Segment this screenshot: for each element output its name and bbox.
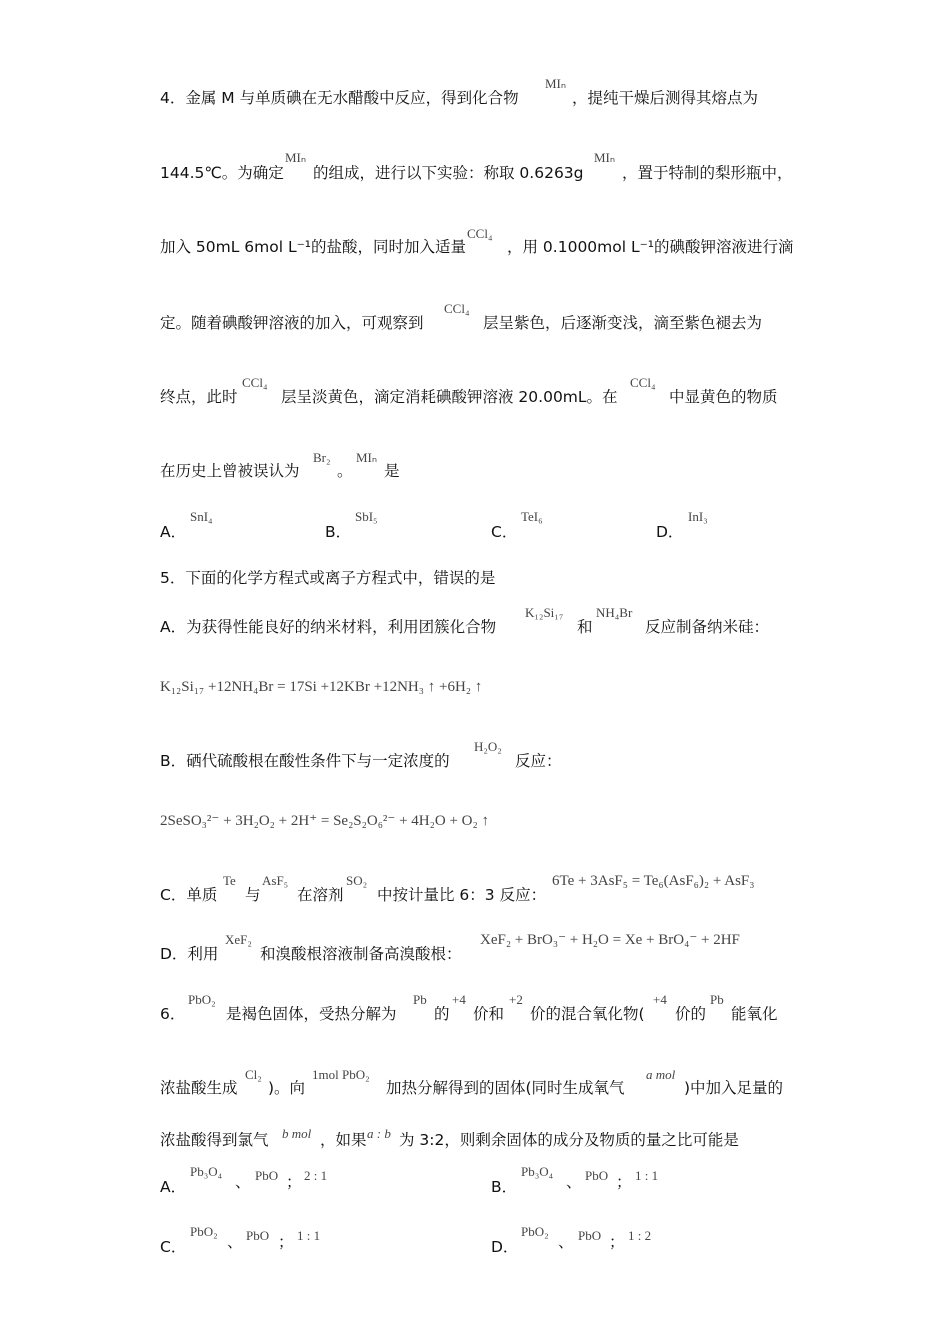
- q5-a-text: A．为获得性能良好的纳米材料，利用团簇化合物: [160, 618, 497, 636]
- q6-line3-text: 为 3:2，则剩余固体的成分及物质的量之比可能是: [399, 1131, 739, 1149]
- option-separator: ；: [286, 1173, 302, 1191]
- formula-mi: MIₙ: [545, 76, 567, 91]
- q4-line3-text: 加入 50mL 6mol L⁻¹的盐酸，同时加入适量: [160, 238, 467, 256]
- q5-c-equation: 6Te + 3AsF₅ = Te₆(AsF₆)₂ + AsF₃: [552, 873, 755, 889]
- option-letter: B．: [491, 1178, 518, 1196]
- q6-line3-text: 浓盐酸得到氯气: [160, 1131, 269, 1149]
- q4-line4-text: 定。随着碘酸钾溶液的加入，可观察到: [160, 314, 424, 332]
- option-formula: SnI₄: [190, 509, 213, 524]
- option-separator: 、: [227, 1233, 243, 1251]
- formula-pbo2: PbO₂: [188, 992, 216, 1007]
- formula-pb: Pb: [710, 992, 724, 1007]
- q5-stem: 5．下面的化学方程式或离子方程式中，错误的是: [160, 569, 496, 587]
- q4-line1-text: 4．金属 M 与单质碘在无水醋酸中反应，得到化合物: [160, 89, 519, 107]
- option-separator: 、: [235, 1173, 251, 1191]
- formula-te: Te: [223, 873, 236, 888]
- formula-br2: Br₂: [313, 450, 331, 465]
- option-formula: PbO: [255, 1168, 279, 1183]
- option-ratio: 1 : 2: [628, 1228, 652, 1243]
- option-formula: InI₃: [688, 509, 708, 524]
- q5-a-text: 和: [577, 618, 593, 636]
- formula-xef2: XeF₂: [225, 932, 252, 947]
- q4-line5-text: 层呈淡黄色，滴定消耗碘酸钾溶液 20.00mL。在: [281, 388, 618, 406]
- option-separator: ；: [609, 1233, 625, 1251]
- option-formula: Pb₃O₄: [521, 1164, 554, 1179]
- option-formula: PbO₂: [190, 1224, 218, 1239]
- option-separator: ；: [616, 1173, 632, 1191]
- q5-c-text: 中按计量比 6：3 反应：: [377, 886, 547, 904]
- q6-line1-text: 能氧化: [731, 1005, 778, 1023]
- option-formula: PbO: [585, 1168, 609, 1183]
- q4-line2-text: 的组成，进行以下实验：称取 0.6263g: [313, 164, 584, 182]
- option-letter: D．: [491, 1238, 519, 1256]
- q4-line6-text: 在历史上曾被误认为: [160, 462, 300, 480]
- formula-asf5: AsF₅: [262, 873, 289, 888]
- option-formula: Pb₃O₄: [190, 1164, 223, 1179]
- q4-line2-text: ，置于特制的梨形瓶中，: [622, 164, 793, 182]
- q5-c-text: 与: [245, 886, 261, 904]
- option-letter: A．: [160, 523, 187, 541]
- q6-line3-text: ，如果: [320, 1131, 367, 1149]
- formula-h2o2: H₂O₂: [474, 739, 502, 754]
- q5-b-equation: 2SeSO₃²⁻ + 3H₂O₂ + 2H⁺ = Se₂S₂O₆²⁻ + 4H₂O + O₂ ↑: [160, 813, 489, 829]
- formula-nh4br: NH₄Br: [596, 605, 633, 620]
- option-formula: PbO₂: [521, 1224, 549, 1239]
- option-letter: C．: [160, 1238, 187, 1256]
- formula-cl2: Cl₂: [245, 1067, 262, 1082]
- q4-line6-text: 是: [384, 462, 400, 480]
- amount-a-mol: a mol: [646, 1067, 676, 1082]
- q4-line5-text: 终点，此时: [160, 388, 238, 406]
- formula-ccl4: CCl₄: [467, 226, 493, 241]
- q4-line1-text: ，提纯干燥后测得其熔点为: [572, 89, 759, 107]
- formula-so2: SO₂: [346, 873, 368, 888]
- option-separator: ；: [278, 1233, 294, 1251]
- formula-mi: MIₙ: [356, 450, 378, 465]
- formula-1mol-pbo2: 1mol PbO₂: [312, 1067, 370, 1082]
- option-formula: PbO: [246, 1228, 270, 1243]
- formula-mi: MIₙ: [285, 150, 307, 165]
- formula-ccl4: CCl₄: [444, 301, 470, 316]
- option-formula: TeI₆: [521, 509, 543, 524]
- option-separator: 、: [558, 1233, 574, 1251]
- q5-c-text: 在溶剂: [297, 886, 344, 904]
- q4-line4-text: 层呈紫色，后逐渐变浅，滴至紫色褪去为: [483, 314, 763, 332]
- oxidation-state: +4: [653, 992, 667, 1007]
- formula-ccl4: CCl₄: [242, 375, 268, 390]
- formula-ccl4: CCl₄: [630, 375, 656, 390]
- q4-line3-text: ，用 0.1000mol L⁻¹的碘酸钾溶液进行滴: [507, 238, 794, 256]
- q5-d-text: 和溴酸根溶液制备高溴酸根：: [260, 945, 462, 963]
- q6-line1-text: 价和: [473, 1005, 505, 1023]
- q5-a-equation: K₁₂Si₁₇ +12NH₄Br = 17Si +12KBr +12NH₃ ↑ +6H₂ ↑: [160, 679, 483, 695]
- q4-line2-text: 144.5℃。为确定: [160, 164, 284, 182]
- q6-line2-text: 加热分解得到的固体(同时生成氧气: [386, 1079, 625, 1097]
- formula-k12si17: K₁₂Si₁₇: [525, 605, 564, 620]
- q6-line1-text: 价的: [675, 1005, 707, 1023]
- q5-d-equation: XeF₂ + BrO₃⁻ + H₂O = Xe + BrO₄⁻ + 2HF: [480, 932, 740, 948]
- option-letter: A．: [160, 1178, 187, 1196]
- oxidation-state: +4: [452, 992, 466, 1007]
- q5-c-text: C．单质: [160, 886, 218, 904]
- option-formula: SbI₅: [355, 509, 378, 524]
- q6-line1-text: 是褐色固体，受热分解为: [226, 1005, 397, 1023]
- option-letter: D．: [656, 523, 684, 541]
- option-ratio: 1 : 1: [297, 1228, 321, 1243]
- q4-line6-text: 。: [337, 462, 353, 480]
- oxidation-state: +2: [509, 992, 523, 1007]
- option-ratio: 1 : 1: [635, 1168, 659, 1183]
- q5-d-text: D．利用: [160, 945, 219, 963]
- q6-line1-text: 价的混合氧化物(: [530, 1005, 645, 1023]
- q6-line2-text: 浓盐酸生成: [160, 1079, 238, 1097]
- option-letter: C．: [491, 523, 518, 541]
- ratio-a-b: a : b: [367, 1126, 391, 1141]
- q6-line2-text: )。向: [268, 1079, 306, 1097]
- option-letter: B．: [325, 523, 352, 541]
- q5-b-text: B．硒代硫酸根在酸性条件下与一定浓度的: [160, 752, 450, 770]
- q6-line2-text: )中加入足量的: [684, 1079, 784, 1097]
- formula-pb: Pb: [413, 992, 427, 1007]
- q5-a-text: 反应制备纳米硅：: [645, 618, 770, 636]
- q5-b-text: 反应：: [515, 752, 562, 770]
- option-separator: 、: [566, 1173, 582, 1191]
- formula-mi: MIₙ: [594, 150, 616, 165]
- q6-number: 6．: [160, 1005, 186, 1023]
- amount-b-mol: b mol: [282, 1126, 312, 1141]
- option-formula: PbO: [578, 1228, 602, 1243]
- q4-line5-text: 中显黄色的物质: [669, 388, 778, 406]
- q6-line1-text: 的: [434, 1005, 450, 1023]
- option-ratio: 2 : 1: [304, 1168, 328, 1183]
